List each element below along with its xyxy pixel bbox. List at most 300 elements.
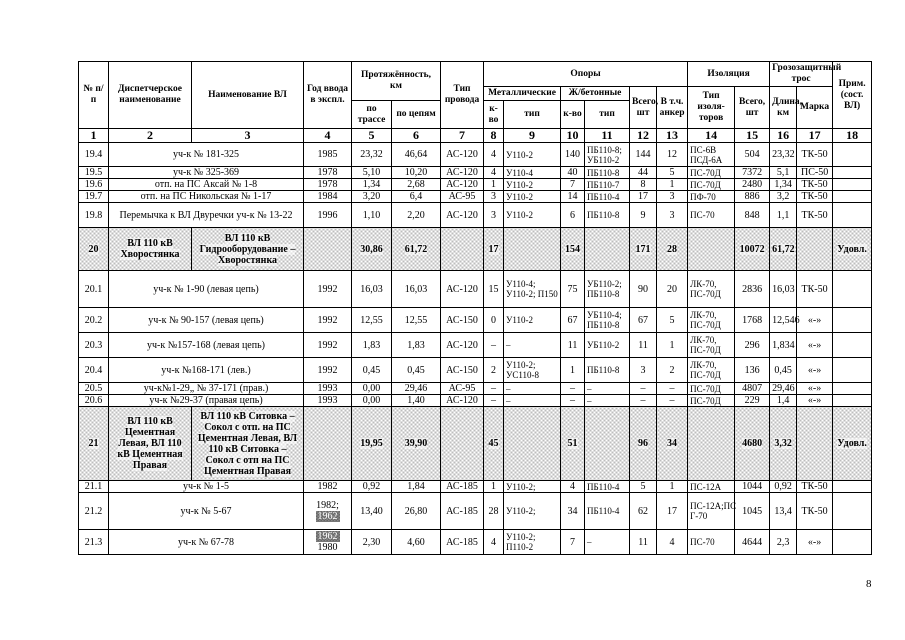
row-number: 20.1 xyxy=(79,271,109,308)
year-cell: 1992 xyxy=(304,308,352,333)
year-cell: 1993 xyxy=(304,383,352,395)
insulator-type: ЛК-70, ПС-70Д xyxy=(688,271,735,308)
table-row xyxy=(79,481,872,493)
concrete-type: ПБ110-4 xyxy=(585,493,630,530)
metal-type: У110-2 xyxy=(504,191,561,203)
length-chain: 61,72 xyxy=(392,228,441,271)
length-chain: 29,46 xyxy=(392,383,441,395)
section-name: уч-к № 5-67 xyxy=(109,493,304,530)
row-number: 21.2 xyxy=(79,493,109,530)
supports-total: 62 xyxy=(630,493,657,530)
note-cell: Удовл. xyxy=(833,228,872,271)
length-chain: 0,45 xyxy=(392,358,441,383)
length-chain: 10,20 xyxy=(392,167,441,179)
col-year-header: Год ввода в экспл. xyxy=(304,62,352,129)
year-cell: 1985 xyxy=(304,143,352,167)
year-cell xyxy=(304,493,352,530)
ground-mark-header: Марка xyxy=(797,87,833,129)
length-chain: 46,64 xyxy=(392,143,441,167)
section-name: уч-к №29-37 (правая цепь) xyxy=(109,395,304,407)
metal-qty: 3 xyxy=(484,191,504,203)
wire-type xyxy=(441,407,484,481)
ground-mark: «-» xyxy=(797,308,833,333)
wire-type: АС-120 xyxy=(441,167,484,179)
ground-mark: «-» xyxy=(797,395,833,407)
row-number: 21.1 xyxy=(79,481,109,493)
year-cell: 1992 xyxy=(304,333,352,358)
column-number: 15 xyxy=(735,129,770,143)
ins-type-header: Тип изоля-торов xyxy=(688,87,735,129)
concrete-type: ПБ110-8 xyxy=(585,167,630,179)
table-row xyxy=(79,530,872,555)
note-cell xyxy=(833,530,872,555)
insulator-total: 4680 xyxy=(735,407,770,481)
year-cell xyxy=(304,407,352,481)
concrete-type: ПБ110-8 xyxy=(585,203,630,228)
column-number: 7 xyxy=(441,129,484,143)
group-row xyxy=(79,228,872,271)
anchor-count: 5 xyxy=(657,167,688,179)
ground-mark: ТК-50 xyxy=(797,493,833,530)
wire-type: АС-95 xyxy=(441,191,484,203)
wire-type: АС-185 xyxy=(441,530,484,555)
column-number-row xyxy=(79,129,872,143)
note-cell xyxy=(833,333,872,358)
concrete-qty: 140 xyxy=(561,143,585,167)
metal-type xyxy=(504,407,561,481)
year-cell: 1982 xyxy=(304,481,352,493)
section-name: уч-к № 90-157 (левая цепь) xyxy=(109,308,304,333)
metal-type: У110-2; xyxy=(504,481,561,493)
supports-total: 5 xyxy=(630,481,657,493)
row-number: 19.5 xyxy=(79,167,109,179)
table-row xyxy=(79,383,872,395)
metal-qty: 3 xyxy=(484,203,504,228)
metal-type: У110-2; УС110-8 xyxy=(504,358,561,383)
section-name: уч-к № 67-78 xyxy=(109,530,304,555)
supports-total: 44 xyxy=(630,167,657,179)
section-name: уч-к № 1-5 xyxy=(109,481,304,493)
supports-total: 3 xyxy=(630,358,657,383)
row-number: 19.6 xyxy=(79,179,109,191)
metal-type: У110-2 xyxy=(504,179,561,191)
anchor-count: 3 xyxy=(657,203,688,228)
concrete-type xyxy=(585,228,630,271)
ground-length: 61,72 xyxy=(770,228,797,271)
wire-type xyxy=(441,228,484,271)
concrete-type xyxy=(585,407,630,481)
length-chain: 2,68 xyxy=(392,179,441,191)
wire-type: АС-185 xyxy=(441,493,484,530)
total-header: Всего, шт xyxy=(630,87,657,129)
section-name: Перемычка к ВЛ Двуречки уч-к № 13-22 xyxy=(109,203,304,228)
supports-total: 11 xyxy=(630,333,657,358)
wire-type: АС-120 xyxy=(441,395,484,407)
length-route: 1,10 xyxy=(352,203,392,228)
insulator-total: 504 xyxy=(735,143,770,167)
insulator-total: 2836 xyxy=(735,271,770,308)
table-row xyxy=(79,333,872,358)
ground-mark: ПС-50 xyxy=(797,167,833,179)
column-number: 4 xyxy=(304,129,352,143)
supports-total: 171 xyxy=(630,228,657,271)
insulator-type: ПС-12А xyxy=(688,481,735,493)
note-cell xyxy=(833,358,872,383)
metal-type: У110-4; У110-2; П150 xyxy=(504,271,561,308)
insulator-type: ЛК-70, ПС-70Д xyxy=(688,358,735,383)
section-name: уч-к №168-171 (лев.) xyxy=(109,358,304,383)
insulator-total: 10072 xyxy=(735,228,770,271)
anchor-count: 17 xyxy=(657,493,688,530)
concrete-qty: 1 xyxy=(561,358,585,383)
year-cell: 1978 xyxy=(304,167,352,179)
insulator-total: 296 xyxy=(735,333,770,358)
year-cell: 1978 xyxy=(304,179,352,191)
ground-length: 16,03 xyxy=(770,271,797,308)
insulator-total: 1045 xyxy=(735,493,770,530)
concrete-type: ПБ110-4 xyxy=(585,191,630,203)
column-number: 16 xyxy=(770,129,797,143)
year-cell: 1992 xyxy=(304,271,352,308)
insulator-type: ПС-12А;ПС Г-70 xyxy=(688,493,735,530)
row-number: 19.8 xyxy=(79,203,109,228)
year-line: 1980 xyxy=(317,542,338,553)
length-route: 3,20 xyxy=(352,191,392,203)
page-number: 8 xyxy=(866,578,872,590)
year-line xyxy=(306,531,349,542)
column-number: 9 xyxy=(504,129,561,143)
insulator-type: ПС-70 xyxy=(688,203,735,228)
ground-mark: ТК-50 xyxy=(797,203,833,228)
concrete-header: Ж/бетонные xyxy=(561,87,630,101)
insulator-type xyxy=(688,228,735,271)
concrete-type: ПБ110-7 xyxy=(585,179,630,191)
note-cell xyxy=(833,179,872,191)
ground-mark xyxy=(797,228,833,271)
row-number: 20.5 xyxy=(79,383,109,395)
column-number: 17 xyxy=(797,129,833,143)
table-row xyxy=(79,179,872,191)
year-cell xyxy=(304,530,352,555)
metal-type: У110-2 xyxy=(504,143,561,167)
year-stamp: 1962 xyxy=(317,511,338,522)
anchor-count: 1 xyxy=(657,333,688,358)
note-cell xyxy=(833,395,872,407)
column-number: 13 xyxy=(657,129,688,143)
concrete-type: УБ110-2 xyxy=(585,333,630,358)
insulator-type: ЛК-70, ПС-70Д xyxy=(688,333,735,358)
metal-type: У110-4 xyxy=(504,167,561,179)
row-number: 21.3 xyxy=(79,530,109,555)
insulator-type: ПС-70Д xyxy=(688,383,735,395)
length-route: 0,00 xyxy=(352,383,392,395)
length-route: 0,00 xyxy=(352,395,392,407)
length-chain: 1,83 xyxy=(392,333,441,358)
concrete-qty: 154 xyxy=(561,228,585,271)
year-line xyxy=(306,511,349,522)
section-name: отп. на ПС Никольская № 1-17 xyxy=(109,191,304,203)
insulator-type: ПФ-70 xyxy=(688,191,735,203)
table-row xyxy=(79,308,872,333)
table-row xyxy=(79,143,872,167)
wire-type: АС-150 xyxy=(441,308,484,333)
length-route: 23,32 xyxy=(352,143,392,167)
length-route: 30,86 xyxy=(352,228,392,271)
length-route: 5,10 xyxy=(352,167,392,179)
insulator-total: 4807 xyxy=(735,383,770,395)
insulator-type xyxy=(688,407,735,481)
ground-length: 29,46 xyxy=(770,383,797,395)
anchor-count: 4 xyxy=(657,530,688,555)
anchor-count: 12 xyxy=(657,143,688,167)
year-cell: 1984 xyxy=(304,191,352,203)
col-supports-header: Опоры xyxy=(484,62,688,87)
concrete-type: ПБ110-8 xyxy=(585,358,630,383)
concrete-qty: 34 xyxy=(561,493,585,530)
ground-length: 12,546 xyxy=(770,308,797,333)
len-route-header: по трассе xyxy=(352,101,392,129)
table-row xyxy=(79,271,872,308)
column-number: 10 xyxy=(561,129,585,143)
len-chain-header: по цепям xyxy=(392,101,441,129)
supports-total: – xyxy=(630,395,657,407)
ground-len-header: Длина, км xyxy=(770,87,797,129)
insulator-total: 848 xyxy=(735,203,770,228)
wire-type: АС-120 xyxy=(441,143,484,167)
supports-total: 8 xyxy=(630,179,657,191)
ground-mark xyxy=(797,407,833,481)
metal-qty: 15 xyxy=(484,271,504,308)
wire-type: АС-120 xyxy=(441,333,484,358)
ground-length: 13,4 xyxy=(770,493,797,530)
ground-length: 1,1 xyxy=(770,203,797,228)
wire-type: АС-120 xyxy=(441,271,484,308)
concrete-qty: 75 xyxy=(561,271,585,308)
concrete-qty: – xyxy=(561,395,585,407)
supports-total: 96 xyxy=(630,407,657,481)
supports-total: – xyxy=(630,383,657,395)
concrete-type: – xyxy=(585,383,630,395)
supports-total: 9 xyxy=(630,203,657,228)
note-cell xyxy=(833,167,872,179)
note-cell xyxy=(833,493,872,530)
anchor-count: 5 xyxy=(657,308,688,333)
metal-header: Металлические xyxy=(484,87,561,101)
metal-qty: – xyxy=(484,395,504,407)
year-cell: 1996 xyxy=(304,203,352,228)
wire-type: АС-120 xyxy=(441,203,484,228)
metal-qty: 1 xyxy=(484,481,504,493)
year-stamp: 1962 xyxy=(317,531,338,542)
ground-length: 3,32 xyxy=(770,407,797,481)
length-route: 13,40 xyxy=(352,493,392,530)
row-number: 20.4 xyxy=(79,358,109,383)
insulator-type: ПС-70Д xyxy=(688,167,735,179)
length-route: 16,03 xyxy=(352,271,392,308)
anchor-count: 2 xyxy=(657,358,688,383)
lines-register-table xyxy=(78,61,872,555)
section-name: отп. на ПС Аксай № 1-8 xyxy=(109,179,304,191)
length-route: 19,95 xyxy=(352,407,392,481)
anchor-count: – xyxy=(657,383,688,395)
wire-type: АС-185 xyxy=(441,481,484,493)
length-chain: 1,84 xyxy=(392,481,441,493)
metal-type: У110-2 xyxy=(504,308,561,333)
length-route: 1,34 xyxy=(352,179,392,191)
group-number: 21 xyxy=(79,407,109,481)
column-number: 12 xyxy=(630,129,657,143)
table-row xyxy=(79,358,872,383)
col-length-header: Протяжённость, км xyxy=(352,62,441,101)
concrete-qty: 7 xyxy=(561,179,585,191)
insulator-type: ПС-70 xyxy=(688,530,735,555)
ground-length: 0,92 xyxy=(770,481,797,493)
column-number: 6 xyxy=(392,129,441,143)
anchor-count: 34 xyxy=(657,407,688,481)
length-route: 1,83 xyxy=(352,333,392,358)
section-name: уч-к №157-168 (левая цепь) xyxy=(109,333,304,358)
insulator-total: 7372 xyxy=(735,167,770,179)
note-cell xyxy=(833,481,872,493)
group-number: 20 xyxy=(79,228,109,271)
group-row xyxy=(79,407,872,481)
ground-mark: «-» xyxy=(797,383,833,395)
length-chain: 16,03 xyxy=(392,271,441,308)
length-route: 12,55 xyxy=(352,308,392,333)
col-note-header: Прим. (сост. ВЛ) xyxy=(833,62,872,129)
line-name: ВЛ 110 кВ Ситовка – Сокол с отп. на ПС Цементная Левая, ВЛ 110 кВ Ситовка – Сокол с отп на ПС Цементная Правая xyxy=(192,407,304,481)
section-name: уч-к№1-29„ № 37-171 (прав.) xyxy=(109,383,304,395)
concrete-type: – xyxy=(585,530,630,555)
length-route: 0,45 xyxy=(352,358,392,383)
concrete-type-header: тип xyxy=(585,101,630,129)
year-cell: 1993 xyxy=(304,395,352,407)
table-row xyxy=(79,395,872,407)
note-cell xyxy=(833,308,872,333)
length-chain: 12,55 xyxy=(392,308,441,333)
anchor-count: 1 xyxy=(657,481,688,493)
metal-type: – xyxy=(504,383,561,395)
wire-type: АС-120 xyxy=(441,179,484,191)
concrete-qty: 14 xyxy=(561,191,585,203)
column-number: 14 xyxy=(688,129,735,143)
wire-type: АС-150 xyxy=(441,358,484,383)
section-name: уч-к № 181-325 xyxy=(109,143,304,167)
metal-qty: 45 xyxy=(484,407,504,481)
concrete-qty: 7 xyxy=(561,530,585,555)
dispatcher-name: ВЛ 110 кВ Цементная Левая, ВЛ 110 кВ Цементная Правая xyxy=(109,407,192,481)
ground-length: 2,3 xyxy=(770,530,797,555)
row-number: 20.6 xyxy=(79,395,109,407)
row-number: 20.2 xyxy=(79,308,109,333)
year-cell: 1992 xyxy=(304,358,352,383)
concrete-type: УБ110-2; ПБ110-8 xyxy=(585,271,630,308)
concrete-qty: 67 xyxy=(561,308,585,333)
supports-total: 67 xyxy=(630,308,657,333)
metal-type: У110-2 xyxy=(504,203,561,228)
concrete-type: УБ110-4; ПБ110-8 xyxy=(585,308,630,333)
anchor-count: 3 xyxy=(657,191,688,203)
concrete-type: – xyxy=(585,395,630,407)
length-route: 2,30 xyxy=(352,530,392,555)
metal-qty: 28 xyxy=(484,493,504,530)
table-row xyxy=(79,493,872,530)
col-ground-header: Грозозащитный трос xyxy=(770,62,833,87)
insulator-total: 136 xyxy=(735,358,770,383)
ins-total-header: Всего, шт xyxy=(735,87,770,129)
length-chain: 26,80 xyxy=(392,493,441,530)
supports-total: 11 xyxy=(630,530,657,555)
anchor-count: 1 xyxy=(657,179,688,191)
ground-mark: «-» xyxy=(797,530,833,555)
metal-qty: 17 xyxy=(484,228,504,271)
ground-length: 1,34 xyxy=(770,179,797,191)
ground-mark: ТК-50 xyxy=(797,143,833,167)
metal-qty: – xyxy=(484,383,504,395)
insulator-total: 1768 xyxy=(735,308,770,333)
insulator-total: 4644 xyxy=(735,530,770,555)
line-name: ВЛ 110 кВ Гидрооборудование – Хворостянка xyxy=(192,228,304,271)
insulator-total: 1044 xyxy=(735,481,770,493)
ground-length: 1,834 xyxy=(770,333,797,358)
table-row xyxy=(79,167,872,179)
concrete-qty: 51 xyxy=(561,407,585,481)
metal-qty: 4 xyxy=(484,143,504,167)
ground-mark: «-» xyxy=(797,358,833,383)
length-chain: 1,40 xyxy=(392,395,441,407)
metal-type: У110-2; П110-2 xyxy=(504,530,561,555)
row-number: 19.4 xyxy=(79,143,109,167)
metal-qty: 4 xyxy=(484,530,504,555)
col-name-header: Наименование ВЛ xyxy=(192,62,304,129)
col-insulation-header: Изоляция xyxy=(688,62,770,87)
length-chain: 2,20 xyxy=(392,203,441,228)
anchor-header: В т.ч. анкер xyxy=(657,87,688,129)
anchor-count: – xyxy=(657,395,688,407)
note-cell xyxy=(833,143,872,167)
col-wire-header: Тип провода xyxy=(441,62,484,129)
length-route: 0,92 xyxy=(352,481,392,493)
column-number: 1 xyxy=(79,129,109,143)
supports-total: 90 xyxy=(630,271,657,308)
ground-length: 5,1 xyxy=(770,167,797,179)
concrete-qty: 40 xyxy=(561,167,585,179)
metal-type: У110-2; xyxy=(504,493,561,530)
column-number: 2 xyxy=(109,129,192,143)
ground-mark: ТК-50 xyxy=(797,179,833,191)
anchor-count: 20 xyxy=(657,271,688,308)
metal-qty: 2 xyxy=(484,358,504,383)
supports-total: 144 xyxy=(630,143,657,167)
dispatcher-name: ВЛ 110 кВ Хворостянка xyxy=(109,228,192,271)
metal-qty: – xyxy=(484,333,504,358)
section-name: уч-к № 325-369 xyxy=(109,167,304,179)
insulator-total: 886 xyxy=(735,191,770,203)
ground-length: 0,45 xyxy=(770,358,797,383)
note-cell xyxy=(833,271,872,308)
ground-length: 3,2 xyxy=(770,191,797,203)
insulator-type: ЛК-70, ПС-70Д xyxy=(688,308,735,333)
ground-length: 1,4 xyxy=(770,395,797,407)
insulator-total: 2480 xyxy=(735,179,770,191)
concrete-type: ПБ110-4 xyxy=(585,481,630,493)
wire-type: АС-95 xyxy=(441,383,484,395)
note-cell xyxy=(833,191,872,203)
metal-type: – xyxy=(504,395,561,407)
insulator-total: 229 xyxy=(735,395,770,407)
column-number: 18 xyxy=(833,129,872,143)
metal-qty-header: к-во xyxy=(484,101,504,129)
